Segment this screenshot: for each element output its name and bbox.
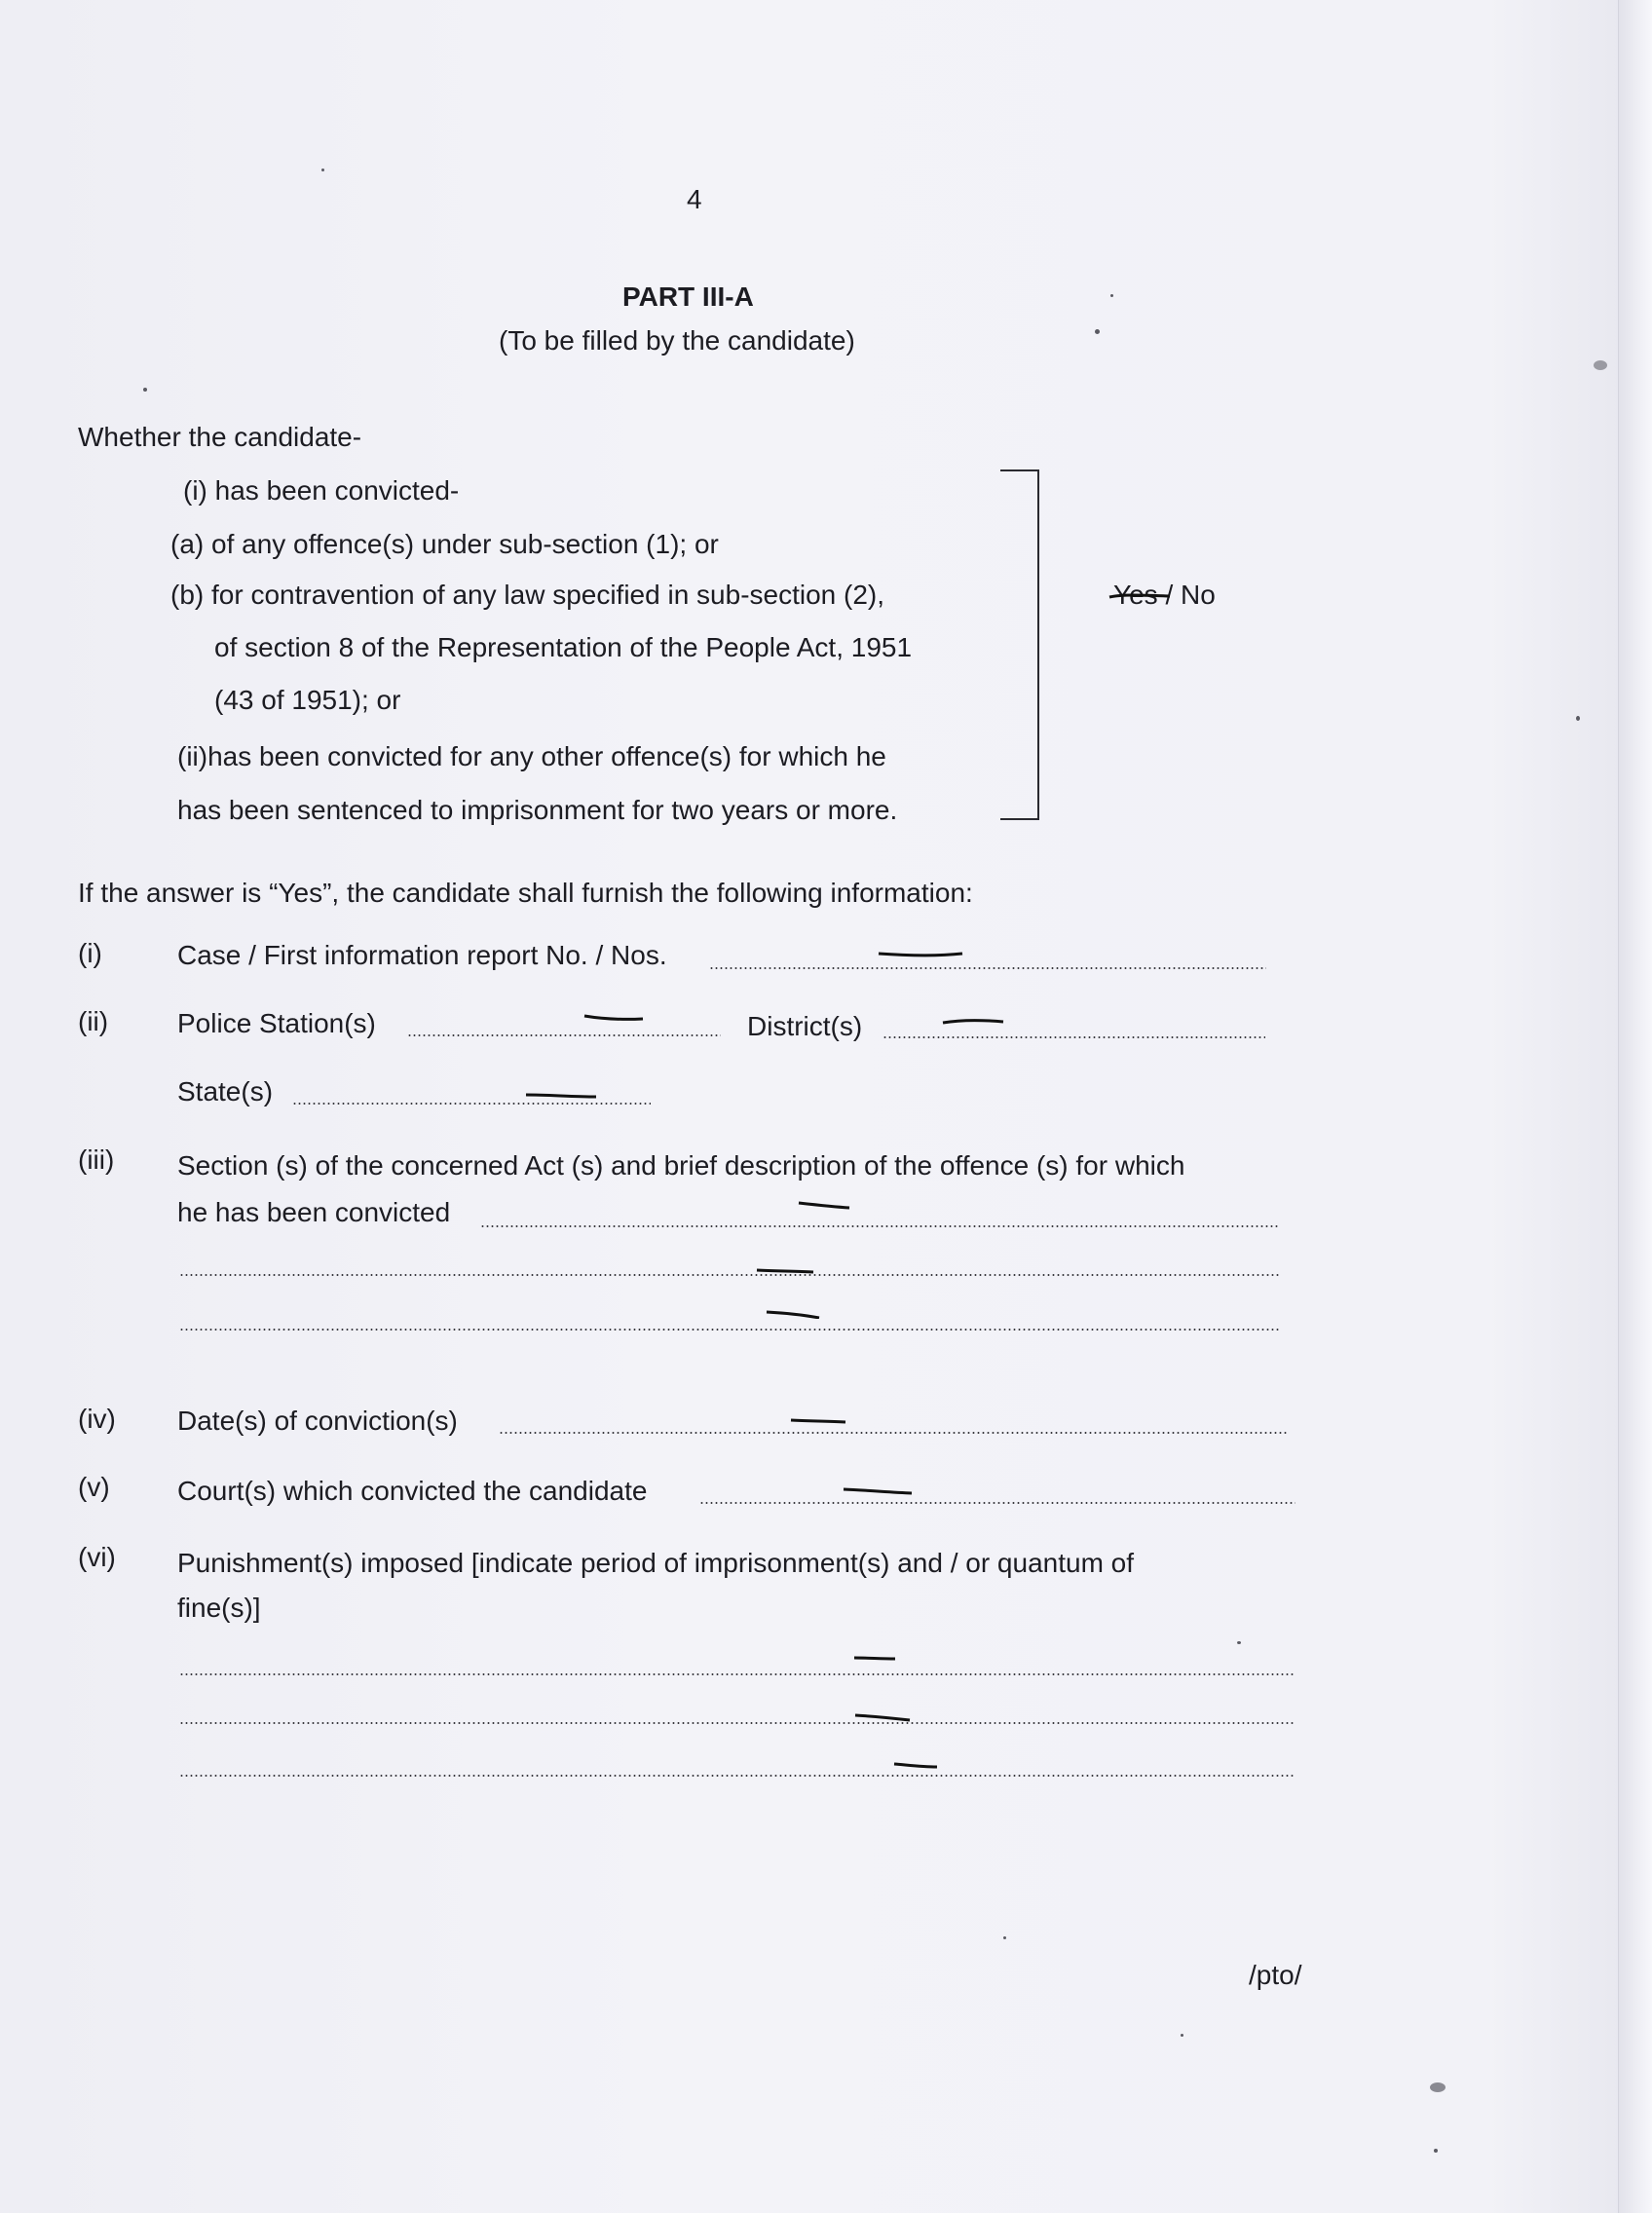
item-ii-line2: has been sentenced to imprisonment for two years or more. [177,795,898,825]
part-subtitle: (To be filled by the candidate) [499,325,855,356]
section-dash-mark-2 [755,1266,815,1276]
item-iii-number: (iii) [78,1144,115,1175]
court-label: Court(s) which convicted the candidate [177,1476,648,1506]
scan-speck [1003,1936,1006,1939]
punishment-label-line1: Punishment(s) imposed [indicate period of imprisonment(s) and / or quantum of [177,1548,1135,1578]
item-ii-number: (ii) [78,1006,109,1036]
conviction-date-dotted-line[interactable] [499,1432,1288,1434]
pto-text: /pto/ [1249,1960,1302,1990]
section-label-line2: he has been convicted [177,1197,451,1227]
district-dash-mark [941,1017,1005,1027]
scan-speck [1594,360,1607,370]
scan-speck [1095,329,1100,334]
section-label-line1: Section (s) of the concerned Act (s) and brief description of the offence (s) for which [177,1150,1185,1181]
item-i-number: (i) [78,938,102,968]
intro-text: Whether the candidate- [78,422,362,452]
court-dotted-line[interactable] [699,1502,1295,1504]
item-iv-number: (iv) [78,1404,116,1434]
section-dash-mark-1 [797,1200,851,1210]
punishment-dash-mark-1 [852,1654,897,1664]
page-number: 4 [687,184,702,214]
scan-speck [1110,294,1113,297]
case-fir-dotted-line[interactable] [709,967,1266,969]
scan-speck [1430,2082,1446,2092]
punishment-dotted-line-2[interactable] [179,1722,1295,1724]
scan-speck [321,169,324,171]
if-yes-text: If the answer is “Yes”, the candidate shall furnish the following information: [78,878,973,908]
answer-yes-struck [1113,579,1158,612]
answer-no-label: / No [1157,580,1216,610]
item-v-number: (v) [78,1472,110,1502]
scan-speck [1576,716,1580,721]
section-dotted-line-1[interactable] [480,1225,1279,1227]
punishment-dotted-line-3[interactable] [179,1775,1295,1777]
section-dotted-line-2[interactable] [179,1274,1279,1276]
item-vi-number: (vi) [78,1542,116,1572]
punishment-dash-mark-3 [892,1761,939,1771]
police-station-dash-mark [582,1013,645,1023]
district-label: District(s) [747,1011,863,1041]
police-station-label: Police Station(s) [177,1008,376,1038]
police-station-dotted-line[interactable] [407,1034,721,1036]
item-convicted: (i) has been convicted- [183,475,460,506]
answer-yes-no [1113,579,1216,612]
scan-speck [1181,2034,1183,2037]
scan-speck [1434,2149,1438,2153]
part-title: PART III-A [622,281,754,312]
scan-speck [1237,1641,1241,1644]
case-fir-dash-mark [877,950,964,959]
item-b-line3: (43 of 1951); or [214,685,401,715]
bracket-line [998,469,1039,820]
district-dotted-line[interactable] [882,1036,1265,1038]
item-b-line1: (b) for contravention of any law specified in sub-section (2), [170,580,885,610]
conviction-date-dash-mark [789,1416,847,1426]
item-ii-line1: (ii)has been convicted for any other offence(s) for which he [177,741,886,771]
state-label: State(s) [177,1076,274,1106]
court-dash-mark [842,1486,914,1496]
section-dotted-line-3[interactable] [179,1329,1279,1331]
strikethrough-mark [1108,592,1172,600]
conviction-date-label: Date(s) of conviction(s) [177,1406,458,1436]
punishment-dash-mark-2 [853,1712,912,1722]
paper-edge [1618,0,1652,2213]
section-dash-mark-3 [765,1309,821,1319]
answer-yes-label: Yes [1113,580,1158,610]
state-dotted-line[interactable] [292,1103,651,1105]
state-dash-mark [524,1091,598,1101]
scan-speck [143,388,147,392]
item-a: (a) of any offence(s) under sub-section (1); or [170,529,719,559]
punishment-label-line2: fine(s)] [177,1593,261,1623]
case-fir-label: Case / First information report No. / Nos. [177,940,667,970]
punishment-dotted-line-1[interactable] [179,1673,1295,1675]
item-b-line2: of section 8 of the Representation of the People Act, 1951 [214,632,913,662]
